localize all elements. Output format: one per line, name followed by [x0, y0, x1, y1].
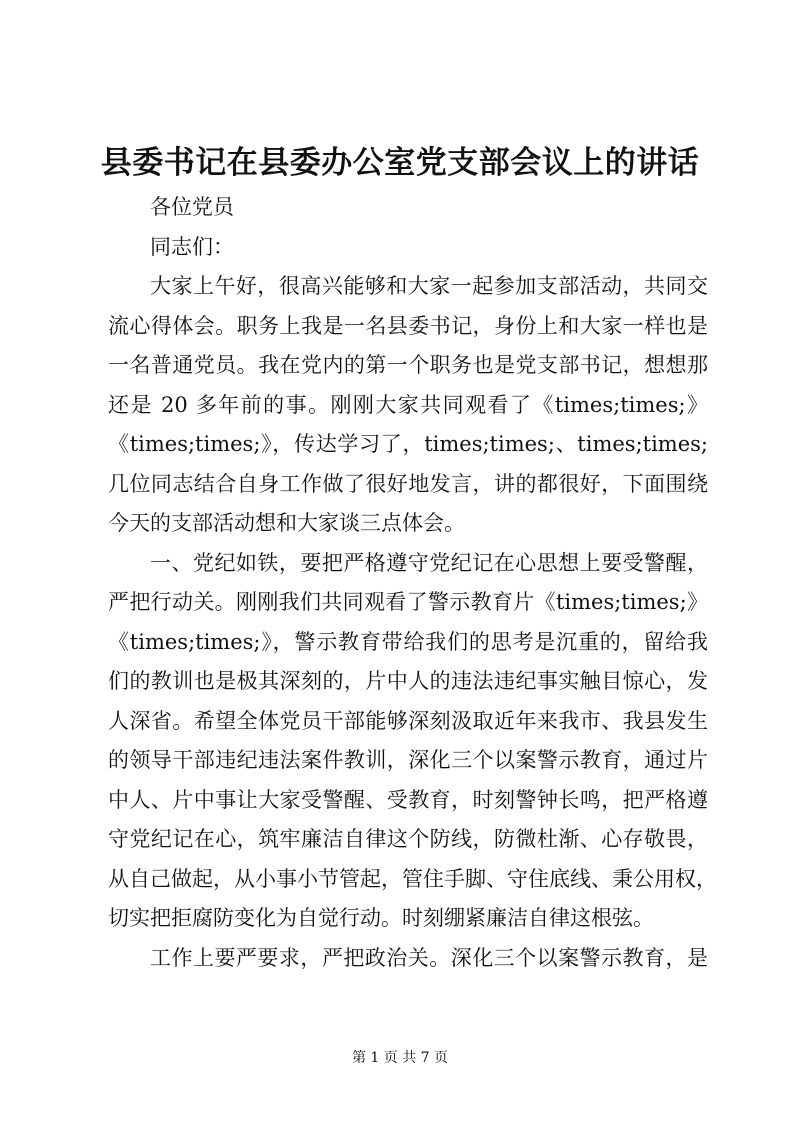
paragraph-line: 严把行动关。刚刚我们共同观看了警示教育片《times;times;》 [108, 590, 708, 614]
document-body [108, 188, 717, 978]
salutation-line: 各位党员 [150, 195, 234, 219]
document-title: 县委书记在县委办公室党支部会议上的讲话 [100, 145, 700, 181]
paragraph-line: 几位同志结合自身工作做了很好地发言，讲的都很好，下面围绕 [108, 471, 708, 496]
paragraph-line: 守党纪记在心，筑牢廉洁自律这个防线，防微杜渐、心存敬畏， [108, 827, 708, 851]
paragraph-line: 人深省。希望全体党员干部能够深刻汲取近年来我市、我县发生 [108, 708, 708, 733]
paragraph-line: 的领导干部违纪违法案件教训，深化三个以案警示教育，通过片 [108, 748, 708, 772]
paragraph-line: 大家上午好，很高兴能够和大家一起参加支部活动，共同交 [150, 274, 708, 298]
paragraph-line: 《times;times;》，警示教育带给我们的思考是沉重的，留给我 [108, 629, 708, 654]
paragraph-line: 今天的支部活动想和大家谈三点体会。 [108, 511, 465, 535]
paragraph-line: 一名普通党员。我在党内的第一个职务也是党支部书记，想想那 [108, 353, 708, 377]
paragraph-line: 工作上要严要求，严把政治关。深化三个以案警示教育，是 [150, 945, 708, 970]
paragraph-line: 从自己做起，从小事小节管起，管住手脚、守住底线、秉公用权， [108, 866, 717, 891]
page-footer: 第 1 页 共 7 页 [351, 1050, 449, 1066]
paragraph-line: 切实把拒腐防变化为自觉行动。时刻绷紧廉洁自律这根弦。 [108, 906, 654, 930]
paragraph-line: 中人、片中事让大家受警醒、受教育，时刻警钟长鸣，把严格遵 [108, 787, 708, 812]
salutation-line: 同志们： [150, 234, 234, 259]
paragraph-line: 《times;times;》，传达学习了，times;times;、times;times; [108, 432, 708, 456]
paragraph-line: 流心得体会。职务上我是一名县委书记，身份上和大家一样也是 [108, 313, 708, 338]
paragraph-line: 一、党纪如铁，要把严格遵守党纪记在心思想上要受警醒， [150, 550, 708, 575]
paragraph-line: 还是 20 多年前的事。刚刚大家共同观看了《times;times;》 [108, 392, 708, 417]
paragraph-line: 们的教训也是极其深刻的，片中人的违法违纪事实触目惊心，发 [108, 669, 708, 693]
